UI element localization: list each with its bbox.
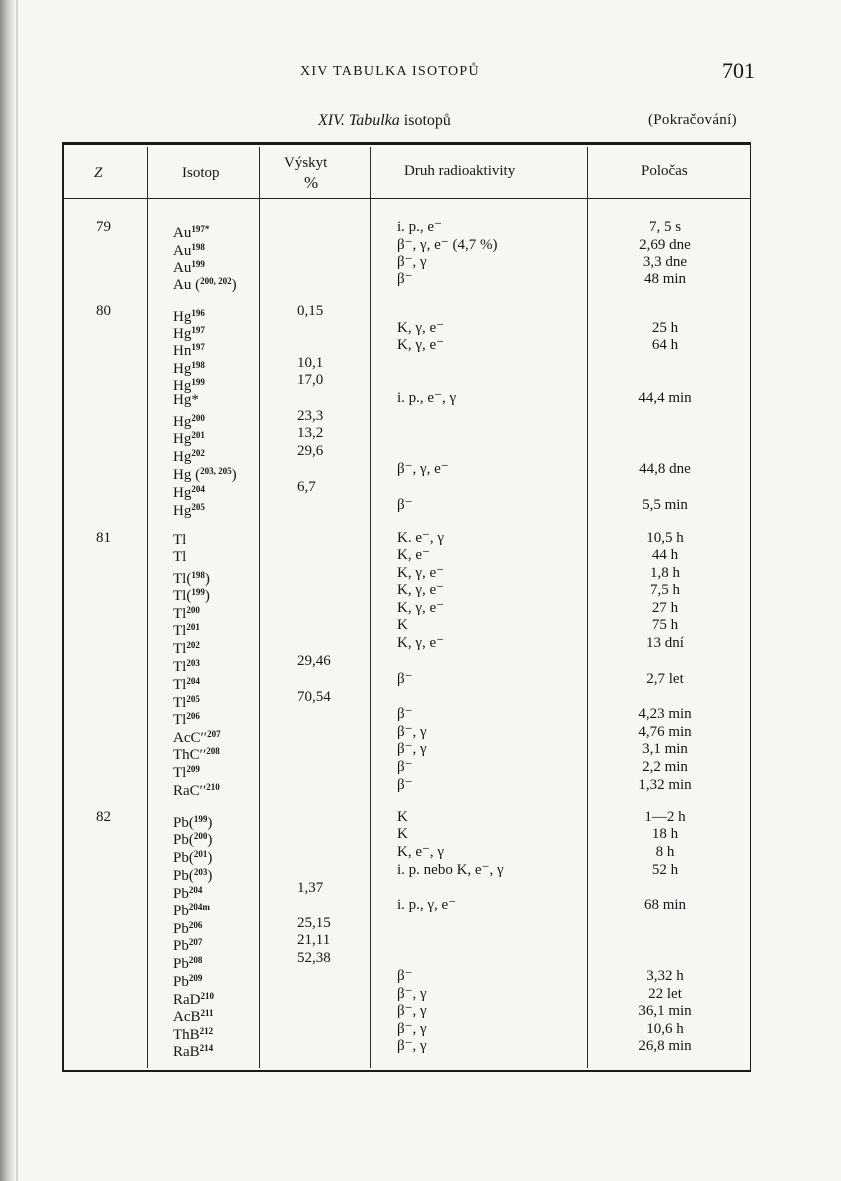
isotope-mass-number: 209 (186, 764, 200, 774)
isotope-cell (173, 392, 199, 410)
decay-type: K, γ, e⁻ (397, 635, 445, 651)
decay-type: K, γ, e⁻ (397, 337, 445, 353)
running-head: XIV TABULKA ISOTOPŮ (300, 64, 480, 79)
isotope-mass-number: 204 (188, 885, 203, 895)
isotope-mass-number: 202 (191, 448, 205, 458)
isotope-symbol: Pb (173, 938, 189, 954)
decay-type: β⁻ (397, 706, 413, 722)
isotope-mass-number: 202 (186, 640, 200, 650)
occurrence-value: 70,54 (297, 689, 331, 705)
isotope-symbol: Tl( (173, 588, 192, 604)
isotope-symbol: Tl( (173, 571, 192, 587)
decay-type: K, e⁻, γ (397, 844, 445, 860)
isotope-mass-number: 205 (191, 502, 205, 512)
half-life: 27 h (651, 600, 679, 616)
z-value: 82 (96, 809, 111, 825)
isotope-symbol: Hg (173, 503, 192, 519)
table-caption (318, 112, 451, 130)
isotope-mass-number: 210 (200, 991, 214, 1001)
isotope-symbol: Pb (173, 903, 189, 919)
isotope-symbol: Pb (173, 921, 189, 937)
z-value: 80 (96, 303, 111, 319)
column-separator-3 (370, 147, 371, 1068)
isotope-symbol: Hg (173, 378, 192, 394)
column-separator-4 (587, 147, 588, 1068)
isotope-symbol: RaC′′ (173, 783, 207, 799)
isotope-paren-close: ) (204, 588, 210, 604)
half-life: 22 let (648, 986, 682, 1002)
header-z: Z (94, 165, 103, 181)
isotope-mass-number: 197 (191, 342, 205, 352)
isotope-symbol: Tl (173, 765, 187, 781)
isotope-mass-number: 196 (191, 308, 205, 318)
half-life: 1,32 min (638, 777, 692, 793)
header-half-life: Poločas (641, 163, 688, 179)
isotope-cell (173, 532, 186, 550)
isotope-mass-number: 201 (191, 430, 205, 440)
isotope-symbol: Tl (173, 712, 187, 728)
isotope-symbol: Pb( (173, 815, 194, 831)
occurrence-value: 29,46 (297, 653, 331, 669)
isotope-symbol: Hg (173, 361, 192, 377)
isotope-symbol: Tl (173, 659, 187, 675)
decay-type: β⁻ (397, 968, 413, 984)
page-edge-line (16, 0, 18, 1181)
column-separator-2 (259, 147, 260, 1068)
half-life: 44,8 dne (639, 461, 691, 477)
isotope-mass-number: 201 (193, 849, 208, 859)
half-life: 8 h (655, 844, 675, 860)
isotope-symbol: Tl (173, 549, 187, 565)
occurrence-value: 17,0 (297, 372, 324, 388)
isotope-mass-number: 200 (193, 831, 208, 841)
decay-type: K (397, 617, 408, 633)
isotope-mass-number: 211 (200, 1008, 214, 1018)
decay-type: β⁻ (397, 759, 413, 775)
isotope-mass-number: 198 (191, 360, 205, 370)
isotope-mass-number: 207 (188, 937, 203, 947)
isotope-symbol: Pb (173, 956, 189, 972)
decay-type: β⁻, γ (397, 254, 427, 270)
isotope-paren-close: ) (231, 277, 237, 293)
page-number: 701 (722, 58, 755, 83)
half-life: 18 h (651, 826, 679, 842)
column-separator-1 (147, 147, 148, 1068)
isotope-mass-number: 209 (188, 973, 203, 983)
occurrence-value: 10,1 (297, 355, 324, 371)
half-life: 4,76 min (638, 724, 692, 740)
half-life: 75 h (651, 617, 679, 633)
header-separator (64, 198, 750, 199)
isotope-mass-number: 198 (191, 242, 205, 252)
decay-type: β⁻ (397, 497, 413, 513)
isotope-symbol: AcB (173, 1009, 201, 1025)
half-life: 10,5 h (646, 530, 684, 546)
occurrence-value: 25,15 (297, 915, 331, 931)
decay-type: i. p., e⁻ (397, 219, 442, 235)
decay-type: β⁻, γ (397, 1021, 427, 1037)
occurrence-value: 13,2 (297, 425, 324, 441)
isotope-symbol: Hg (173, 431, 192, 447)
decay-type: i. p. nebo K, e⁻, γ (397, 862, 504, 878)
decay-type: i. p., e⁻, γ (397, 390, 457, 406)
decay-type: K. e⁻, γ (397, 530, 445, 546)
half-life: 1—2 h (644, 809, 686, 825)
isotope-mass-number: 205 (186, 694, 200, 704)
half-life: 13 dní (646, 635, 684, 651)
decay-type: K (397, 826, 408, 842)
isotope-mass-number: 203, 205 (200, 466, 232, 476)
decay-type: β⁻, γ (397, 1003, 427, 1019)
decay-type: K, e⁻ (397, 547, 430, 563)
isotope-symbol: ThB (173, 1027, 200, 1043)
isotope-paren-close: ) (231, 467, 237, 483)
isotope-mass-number: 204 (191, 484, 205, 494)
isotope-mass-number: 197* (191, 224, 210, 234)
isotope-symbol: Pb( (173, 832, 194, 848)
isotope-mass-number: 197 (191, 325, 205, 335)
isotope-symbol: AcC′′ (173, 730, 208, 746)
isotope-cell (173, 499, 205, 521)
isotope-symbol: Au (173, 225, 192, 241)
isotope-mass-number: 203 (193, 867, 208, 877)
occurrence-value: 0,15 (297, 303, 324, 319)
isotope-symbol: RaB (173, 1044, 200, 1060)
isotope-symbol: Hg (173, 449, 192, 465)
half-life: 44,4 min (638, 390, 692, 406)
isotope-symbol: Pb (173, 974, 189, 990)
isotope-symbol: Hg (173, 414, 192, 430)
half-life: 26,8 min (638, 1038, 692, 1054)
isotope-cell (173, 779, 220, 801)
isotope-mass-number: 199 (191, 377, 205, 387)
header-occurrence-2: % (304, 173, 319, 192)
half-life: 68 min (643, 897, 687, 913)
isotope-symbol: Pb( (173, 868, 194, 884)
isotope-mass-number: 206 (188, 920, 203, 930)
isotope-symbol: Tl (173, 606, 187, 622)
isotope-symbol: Pb( (173, 850, 194, 866)
decay-type: β⁻ (397, 777, 413, 793)
isotope-symbol: Hn (173, 343, 192, 359)
half-life: 3,1 min (642, 741, 688, 757)
half-life: 2,2 min (642, 759, 688, 775)
decay-type: β⁻, γ (397, 986, 427, 1002)
isotope-symbol: Hg* (173, 392, 199, 408)
half-life: 64 h (651, 337, 679, 353)
decay-type: β⁻ (397, 271, 413, 287)
isotope-symbol: Au ( (173, 277, 201, 293)
isotope-symbol: Hg ( (173, 467, 201, 483)
isotope-symbol: RaD (173, 992, 201, 1008)
half-life: 3,3 dne (642, 254, 688, 270)
isotope-symbol: Tl (173, 532, 187, 548)
isotope-symbol: Hg (173, 309, 192, 325)
isotope-mass-number: 210 (206, 782, 220, 792)
header-decay-type: Druh radioaktivity (404, 163, 516, 179)
header-occurrence-1: Výskyt (284, 155, 328, 171)
half-life: 52 h (651, 862, 679, 878)
decay-type: K, γ, e⁻ (397, 600, 445, 616)
isotope-mass-number: 203 (186, 658, 200, 668)
isotope-symbol: Hg (173, 326, 192, 342)
isotope-symbol: Tl (173, 641, 187, 657)
isotope-symbol: Hg (173, 485, 192, 501)
isotope-mass-number: 199 (191, 259, 205, 269)
decay-type: β⁻, γ (397, 1038, 427, 1054)
isotope-mass-number: 214 (199, 1043, 214, 1053)
decay-type: K, γ, e⁻ (397, 582, 445, 598)
occurrence-value: 6,7 (297, 479, 316, 495)
isotope-symbol: Au (173, 260, 192, 276)
isotope-mass-number: 199 (191, 587, 205, 597)
decay-type: K, γ, e⁻ (397, 565, 445, 581)
decay-type: K, γ, e⁻ (397, 320, 445, 336)
isotope-cell (173, 273, 237, 295)
isotope-symbol: Pb (173, 886, 189, 902)
half-life: 2,7 let (646, 671, 684, 687)
isotope-paren-close: ) (207, 815, 213, 831)
decay-type: β⁻, γ, e⁻ (4,7 %) (397, 237, 498, 253)
isotope-mass-number: 207 (207, 729, 221, 739)
isotope-paren-close: ) (207, 832, 213, 848)
z-value: 81 (96, 530, 111, 546)
isotope-symbol: Au (173, 243, 192, 259)
continued-note: (Pokračování) (648, 112, 737, 128)
isotope-mass-number: 204m (188, 902, 210, 912)
decay-type: β⁻ (397, 671, 413, 687)
half-life: 5,5 min (642, 497, 688, 513)
decay-type: K (397, 809, 408, 825)
isotope-mass-number: 206 (186, 711, 200, 721)
decay-type: i. p., γ, e⁻ (397, 897, 457, 913)
isotope-symbol: Tl (173, 677, 187, 693)
decay-type: β⁻, γ (397, 724, 427, 740)
isotope-mass-number: 200 (186, 605, 200, 615)
decay-type: β⁻, γ (397, 741, 427, 757)
caption-rest: isotopů (399, 112, 451, 129)
half-life: 7,5 h (650, 582, 680, 598)
isotope-mass-number: 198 (191, 570, 205, 580)
half-life: 1,8 h (650, 565, 680, 581)
isotope-mass-number: 208 (188, 955, 203, 965)
isotope-paren-close: ) (207, 850, 213, 866)
isotope-paren-close: ) (204, 571, 210, 587)
half-life: 4,23 min (638, 706, 692, 722)
isotope-mass-number: 200 (191, 413, 205, 423)
occurrence-value: 21,11 (297, 932, 331, 948)
z-value: 79 (96, 219, 111, 235)
half-life: 44 h (651, 547, 679, 563)
occurrence-value: 52,38 (297, 950, 331, 966)
isotope-mass-number: 212 (199, 1026, 214, 1036)
isotope-paren-close: ) (207, 868, 213, 884)
isotope-symbol: Tl (173, 695, 187, 711)
header-isotope: Isotop (182, 165, 220, 181)
half-life: 48 min (643, 271, 687, 287)
half-life: 10,6 h (646, 1021, 684, 1037)
isotope-mass-number: 200, 202 (200, 276, 232, 286)
isotope-mass-number: 208 (206, 746, 220, 756)
isotope-symbol: Tl (173, 623, 187, 639)
isotope-mass-number: 204 (186, 676, 200, 686)
isotope-cell (173, 549, 186, 567)
isotope-cell (173, 1040, 213, 1062)
half-life: 2,69 dne (639, 237, 691, 253)
decay-type: β⁻, γ, e⁻ (397, 461, 449, 477)
page-edge-shadow (0, 0, 16, 1181)
caption-title: XIV. Tabulka (318, 112, 400, 129)
half-life: 3,32 h (646, 968, 684, 984)
isotope-mass-number: 199 (193, 814, 208, 824)
occurrence-value: 23,3 (297, 408, 324, 424)
half-life: 7, 5 s (648, 219, 682, 235)
occurrence-value: 29,6 (297, 443, 324, 459)
isotope-mass-number: 201 (186, 622, 200, 632)
isotope-symbol: ThC′′ (173, 747, 207, 763)
occurrence-value: 1,37 (297, 880, 324, 896)
half-life: 25 h (651, 320, 679, 336)
half-life: 36,1 min (638, 1003, 692, 1019)
